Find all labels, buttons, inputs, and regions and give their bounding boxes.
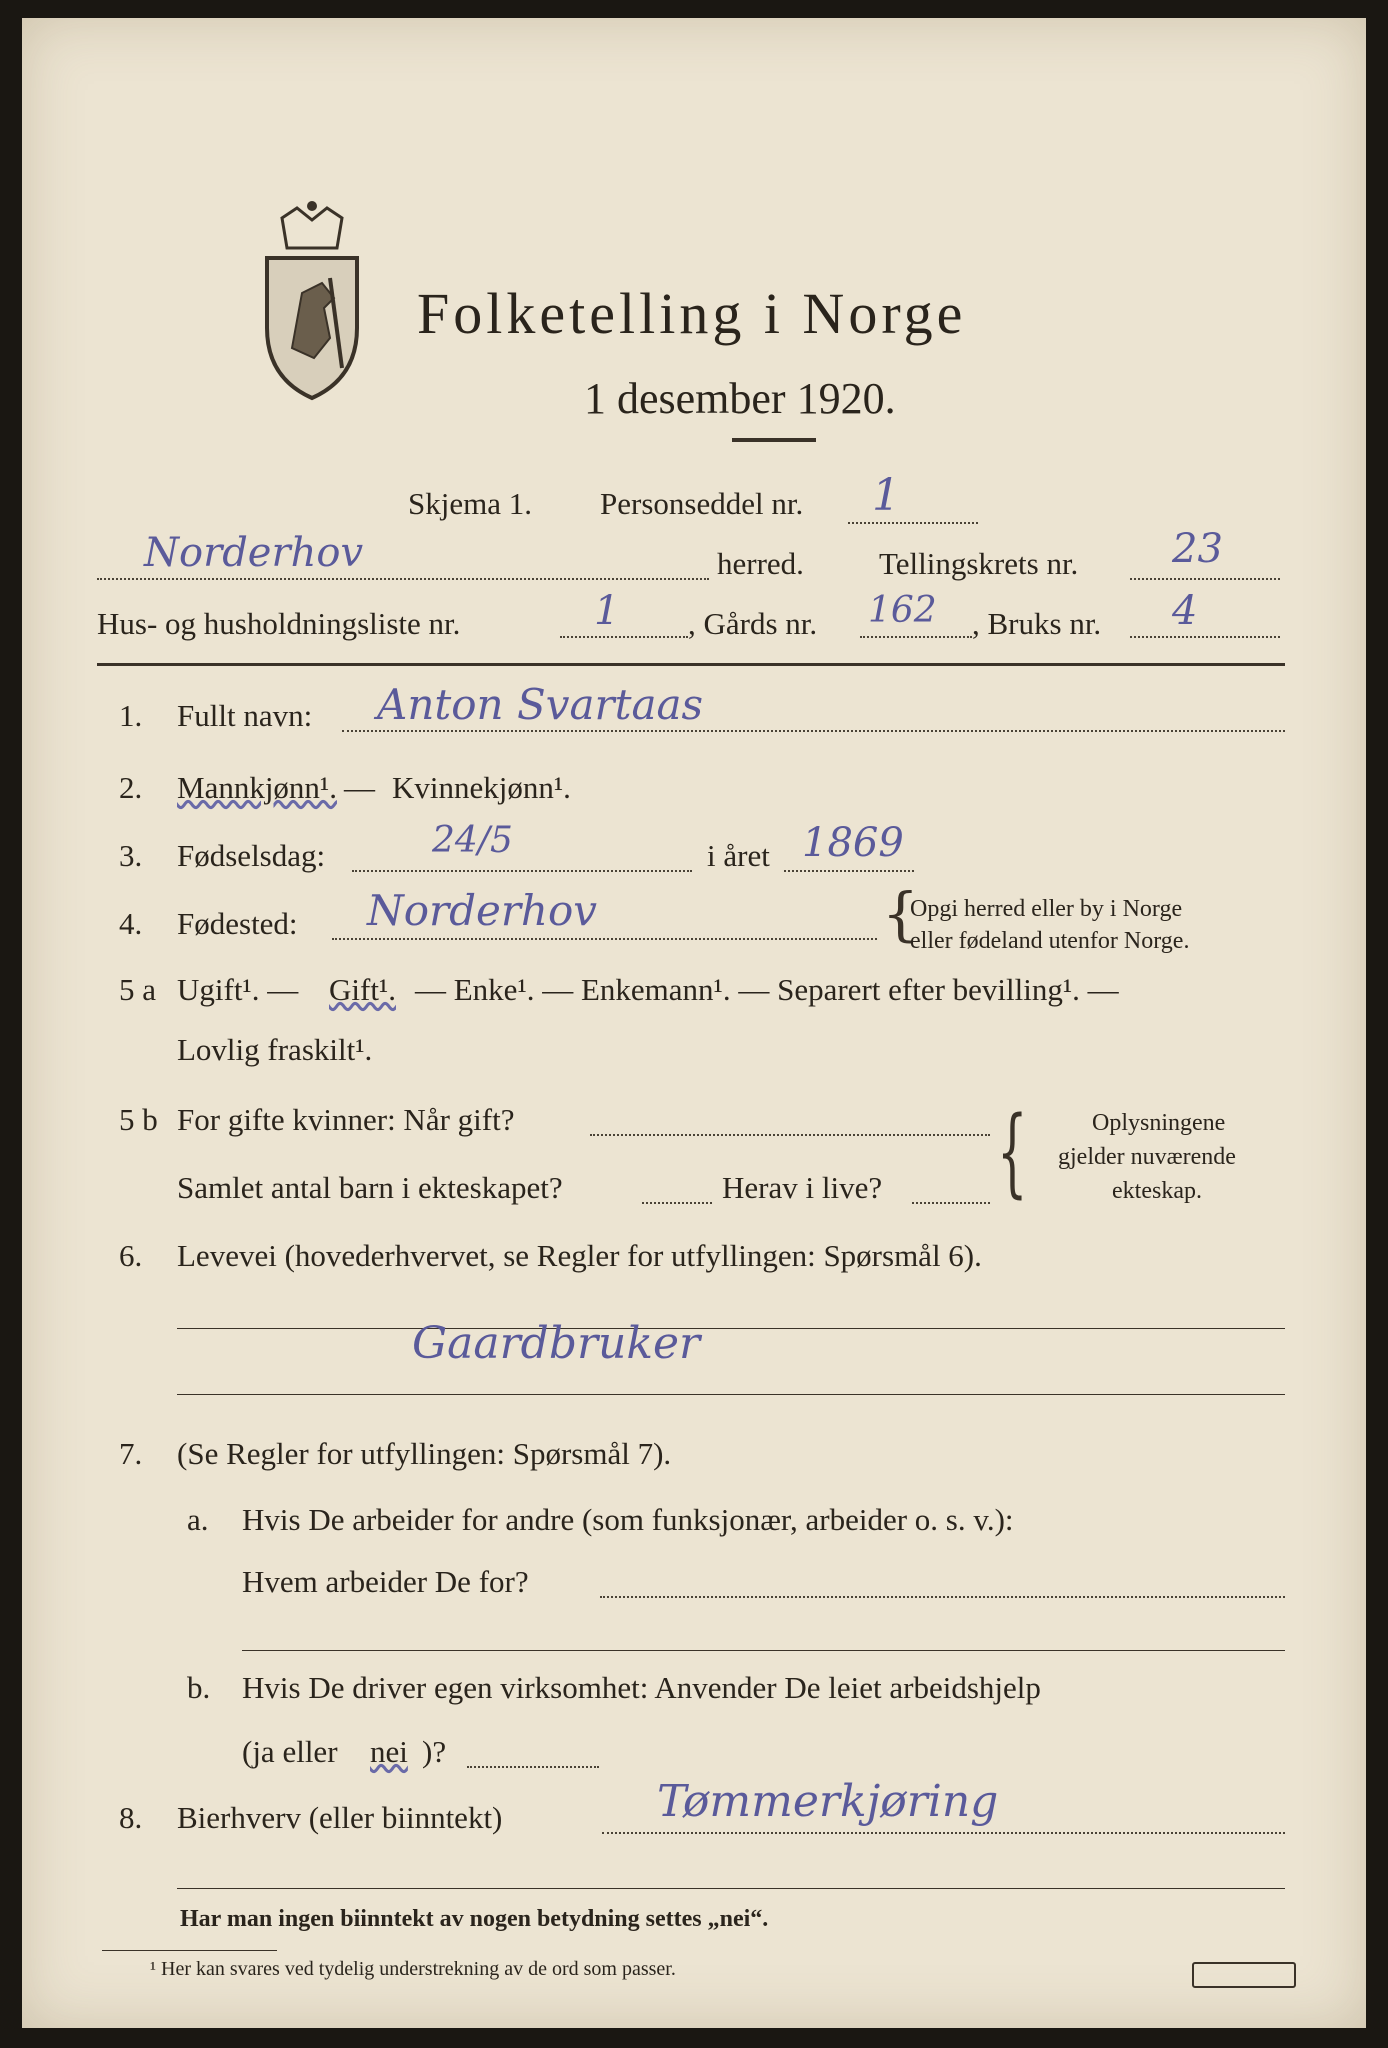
q2-number: 2.	[119, 770, 143, 805]
q5b-married-field-line	[590, 1134, 990, 1136]
q7a-extra-line	[242, 1650, 1285, 1651]
q4-note-line2: eller fødeland utenfor Norge.	[910, 928, 1190, 954]
q3-year-field-line	[784, 870, 914, 872]
q3-number: 3.	[119, 838, 143, 873]
q5b-note-line1: Oplysningene	[1092, 1110, 1226, 1136]
q6-line1	[177, 1328, 1285, 1329]
q8-label: Bierhverv (eller biinntekt)	[177, 1800, 503, 1835]
q8-number: 8.	[119, 1800, 143, 1835]
form-date: 1 desember 1920.	[584, 374, 896, 423]
footnote-divider	[102, 1950, 277, 1951]
q2-mannkjonn: Mannkjønn¹.	[177, 770, 337, 805]
q4-note-brace: {	[882, 880, 919, 948]
herred-label: herred.	[717, 546, 804, 581]
q3-value: 24/5	[432, 820, 513, 861]
gards-label: , Gårds nr.	[688, 606, 818, 641]
q5a-fraskilt: Lovlig fraskilt¹.	[177, 1032, 373, 1067]
q8-field-line	[602, 1832, 1285, 1834]
q5b-number: 5 b	[119, 1102, 158, 1137]
bruks-label: , Bruks nr.	[972, 606, 1102, 641]
q5b-note-line3: ekteskap.	[1112, 1178, 1202, 1204]
q7b-field-line	[467, 1766, 599, 1768]
q5a-number: 5 a	[119, 972, 157, 1007]
personseddel-label: Personseddel nr.	[600, 486, 804, 521]
q5a-ugift: Ugift¹. —	[177, 972, 299, 1007]
gards-field-line	[860, 636, 972, 638]
q3-field-line	[352, 870, 692, 872]
husholdningsliste-field-line	[560, 636, 688, 638]
q7b-letter: b.	[187, 1670, 211, 1705]
q3-label: Fødselsdag:	[177, 838, 326, 873]
herred-value: Norderhov	[144, 530, 364, 576]
q5b-children-label: Samlet antal barn i ekteskapet?	[177, 1170, 563, 1205]
tellingskrets-value: 23	[1172, 526, 1223, 572]
q7b-answer-suffix: )?	[422, 1734, 447, 1769]
census-form	[22, 18, 1366, 2028]
q5b-note-line2: gjelder nuværende	[1058, 1144, 1236, 1170]
q3-year-label: i året	[707, 838, 770, 873]
q7b-answer-prefix: (ja eller	[242, 1734, 338, 1769]
q7a-letter: a.	[187, 1502, 209, 1537]
q6-number: 6.	[119, 1238, 143, 1273]
q1-field-line	[342, 730, 1285, 732]
personseddel-value: 1	[872, 470, 900, 521]
husholdningsliste-label: Hus- og husholdningsliste nr.	[97, 606, 461, 641]
printer-stamp-icon	[1192, 1962, 1296, 1988]
q1-number: 1.	[119, 698, 143, 733]
q5b-alive-label: Herav i live?	[722, 1170, 883, 1205]
tellingskrets-label: Tellingskrets nr.	[879, 546, 1079, 581]
herred-field-line	[97, 578, 709, 580]
q4-note-line1: Opgi herred eller by i Norge	[910, 896, 1183, 922]
footnote: ¹ Her kan svares ved tydelig understrekning av de ord som passer.	[150, 1958, 676, 1980]
q7a-employer-label: Hvem arbeider De for?	[242, 1564, 529, 1599]
header-divider	[97, 663, 1285, 666]
q7a-employer-field-line	[600, 1596, 1285, 1598]
q7a-label: Hvis De arbeider for andre (som funksjonær, arbeider o. s. v.):	[242, 1502, 1014, 1537]
q7b-label: Hvis De driver egen virksomhet: Anvender De leiet arbeidshjelp	[242, 1670, 1041, 1705]
personseddel-field-line	[848, 522, 978, 524]
q7b-answer-nei: nei	[370, 1734, 408, 1769]
q4-number: 4.	[119, 906, 143, 941]
bruks-field-line	[1130, 636, 1280, 638]
q1-label: Fullt navn:	[177, 698, 313, 733]
q6-line2	[177, 1394, 1285, 1395]
q5b-children-field-line	[642, 1202, 712, 1204]
norway-coat-of-arms-icon	[252, 198, 372, 408]
q4-field-line	[332, 938, 877, 940]
q5b-married-label: For gifte kvinner: Når gift?	[177, 1102, 515, 1137]
q6-label: Levevei (hovederhvervet, se Regler for utfyllingen: Spørsmål 6).	[177, 1238, 982, 1273]
q6-value: Gaardbruker	[412, 1318, 701, 1369]
husholdningsliste-value: 1	[594, 588, 620, 634]
footer-note: Har man ingen biinntekt av nogen betydning settes „nei“.	[180, 1906, 769, 1932]
q7-label: (Se Regler for utfyllingen: Spørsmål 7).	[177, 1436, 672, 1471]
q4-value: Norderhov	[367, 886, 597, 935]
q5a-other-options: — Enke¹. — Enkemann¹. — Separert efter bevilling¹. —	[415, 972, 1119, 1007]
q7-number: 7.	[119, 1436, 143, 1471]
gards-value: 162	[868, 590, 937, 631]
q2-separator: —	[344, 770, 375, 805]
q8-value: Tømmerkjøring	[657, 1776, 999, 1827]
q2-kvinnekjonn: Kvinnekjønn¹.	[392, 770, 571, 805]
q5b-note-brace: {	[997, 1096, 1028, 1208]
tellingskrets-field-line	[1130, 578, 1280, 580]
q8-extra-line	[177, 1888, 1285, 1889]
skjema-label: Skjema 1.	[408, 486, 532, 521]
q5b-alive-field-line	[912, 1202, 990, 1204]
q4-label: Fødested:	[177, 906, 298, 941]
bruks-value: 4	[1172, 588, 1198, 634]
q5a-gift: Gift¹.	[329, 972, 396, 1007]
title-divider	[732, 438, 816, 442]
form-title: Folketelling i Norge	[417, 281, 967, 346]
q3-year-value: 1869	[802, 820, 904, 866]
q1-value: Anton Svartaas	[377, 680, 704, 729]
